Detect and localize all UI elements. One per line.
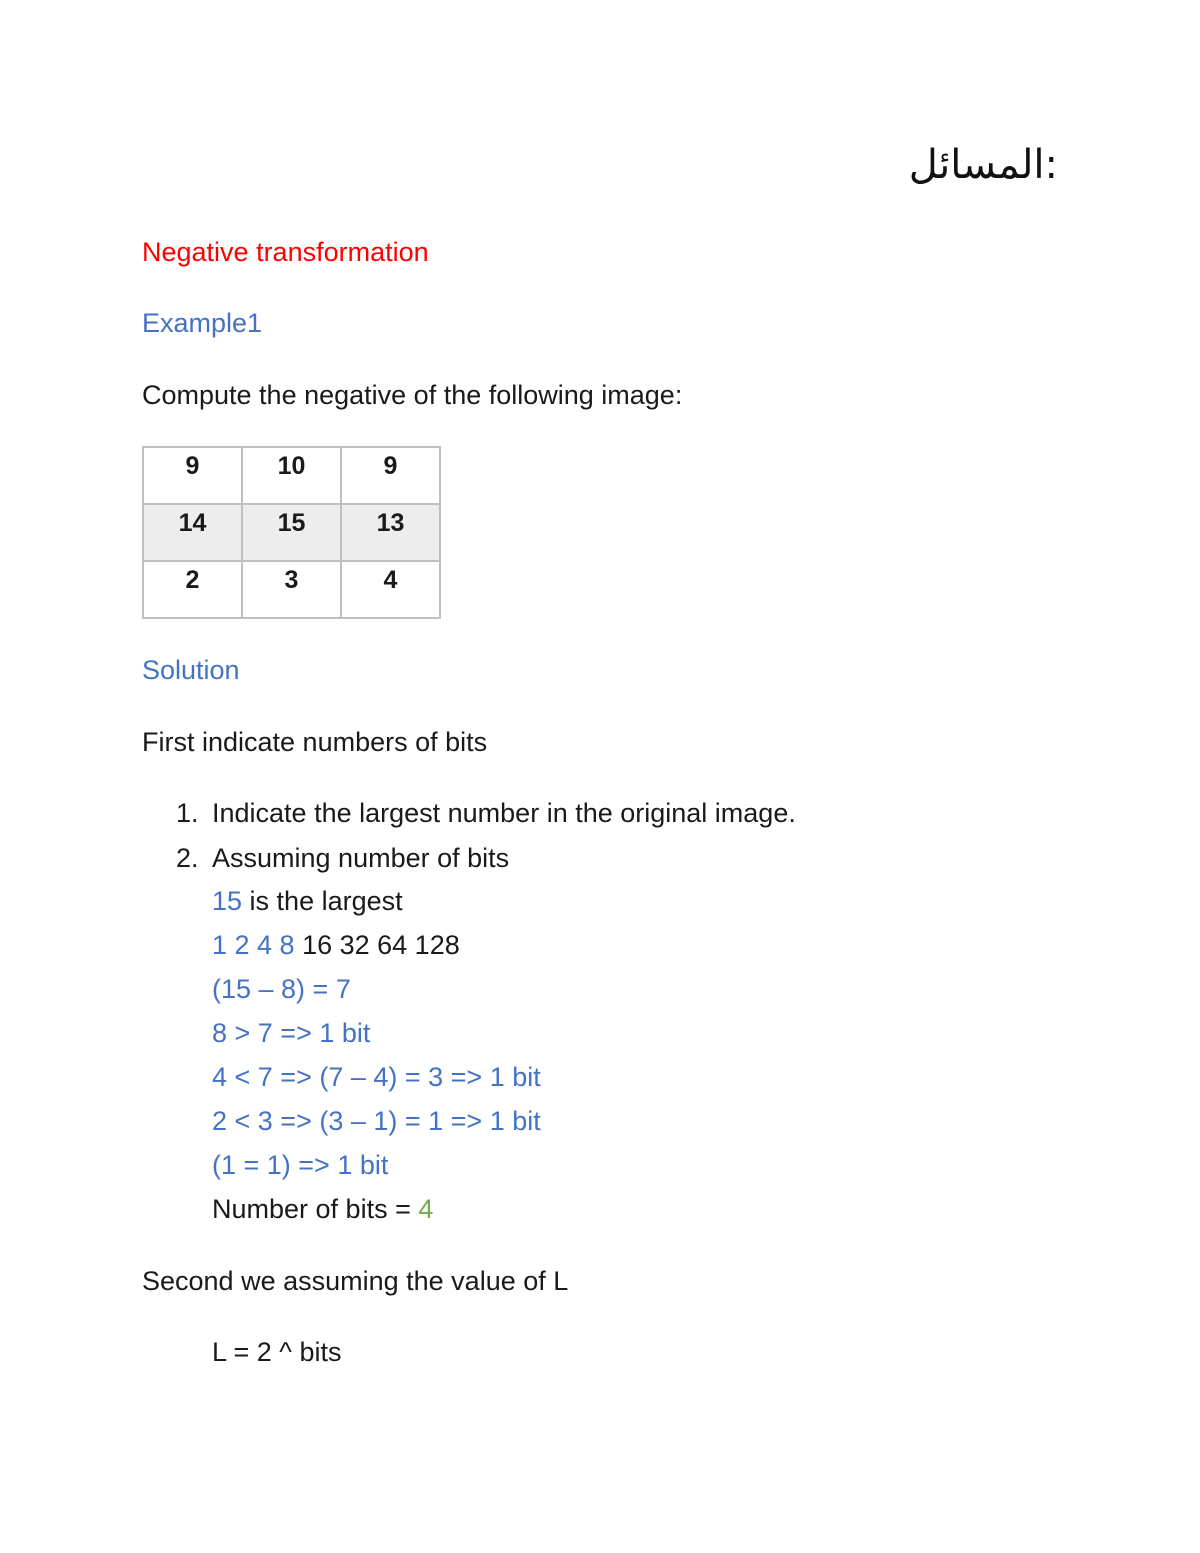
largest-value: 15	[212, 886, 243, 916]
matrix-cell: 3	[242, 561, 341, 618]
matrix-cell: 14	[143, 504, 242, 561]
work-powers-line	[212, 929, 460, 961]
matrix-cell: 9	[341, 447, 440, 504]
matrix-cell: 10	[242, 447, 341, 504]
work-bit-2-line: 2 < 3 => (3 – 1) = 1 => 1 bit	[212, 1106, 541, 1136]
step-second: Second we assuming the value of L	[142, 1266, 569, 1296]
list-item-text: Assuming number of bits	[212, 843, 510, 873]
formula-L: L = 2 ^ bits	[212, 1337, 342, 1367]
arabic-heading: :المسائل	[908, 142, 1058, 188]
largest-text: is the largest	[242, 886, 403, 916]
work-bit-1-line: (1 = 1) => 1 bit	[212, 1150, 389, 1180]
work-diff-line: (15 – 8) = 7	[212, 974, 351, 1004]
matrix-row	[143, 561, 440, 618]
powers-highlight: 1 2 4 8	[212, 930, 295, 960]
example-title: Example1	[142, 308, 263, 338]
matrix-cell: 15	[242, 504, 341, 561]
step-first: First indicate numbers of bits	[142, 727, 488, 757]
list-number: 2.	[176, 843, 199, 873]
matrix-cell: 2	[143, 561, 242, 618]
matrix-row	[143, 447, 440, 504]
matrix-cell: 9	[143, 447, 242, 504]
section-title: Negative transformation	[142, 237, 429, 267]
prompt-text: Compute the negative of the following image:	[142, 380, 683, 410]
bits-value: 4	[418, 1194, 434, 1224]
work-bit-8-line: 8 > 7 => 1 bit	[212, 1018, 371, 1048]
work-largest-line	[212, 885, 403, 917]
bits-result-line	[212, 1193, 433, 1225]
list-item-text: Indicate the largest number in the original image.	[212, 798, 796, 828]
solution-title: Solution	[142, 655, 240, 685]
work-bit-4-line: 4 < 7 => (7 – 4) = 3 => 1 bit	[212, 1062, 541, 1092]
matrix-cell: 4	[341, 561, 440, 618]
list-number: 1.	[176, 798, 199, 828]
image-matrix	[142, 446, 441, 619]
matrix-cell: 13	[341, 504, 440, 561]
bits-label: Number of bits =	[212, 1194, 419, 1224]
powers-rest: 16 32 64 128	[294, 930, 460, 960]
matrix-row	[143, 504, 440, 561]
